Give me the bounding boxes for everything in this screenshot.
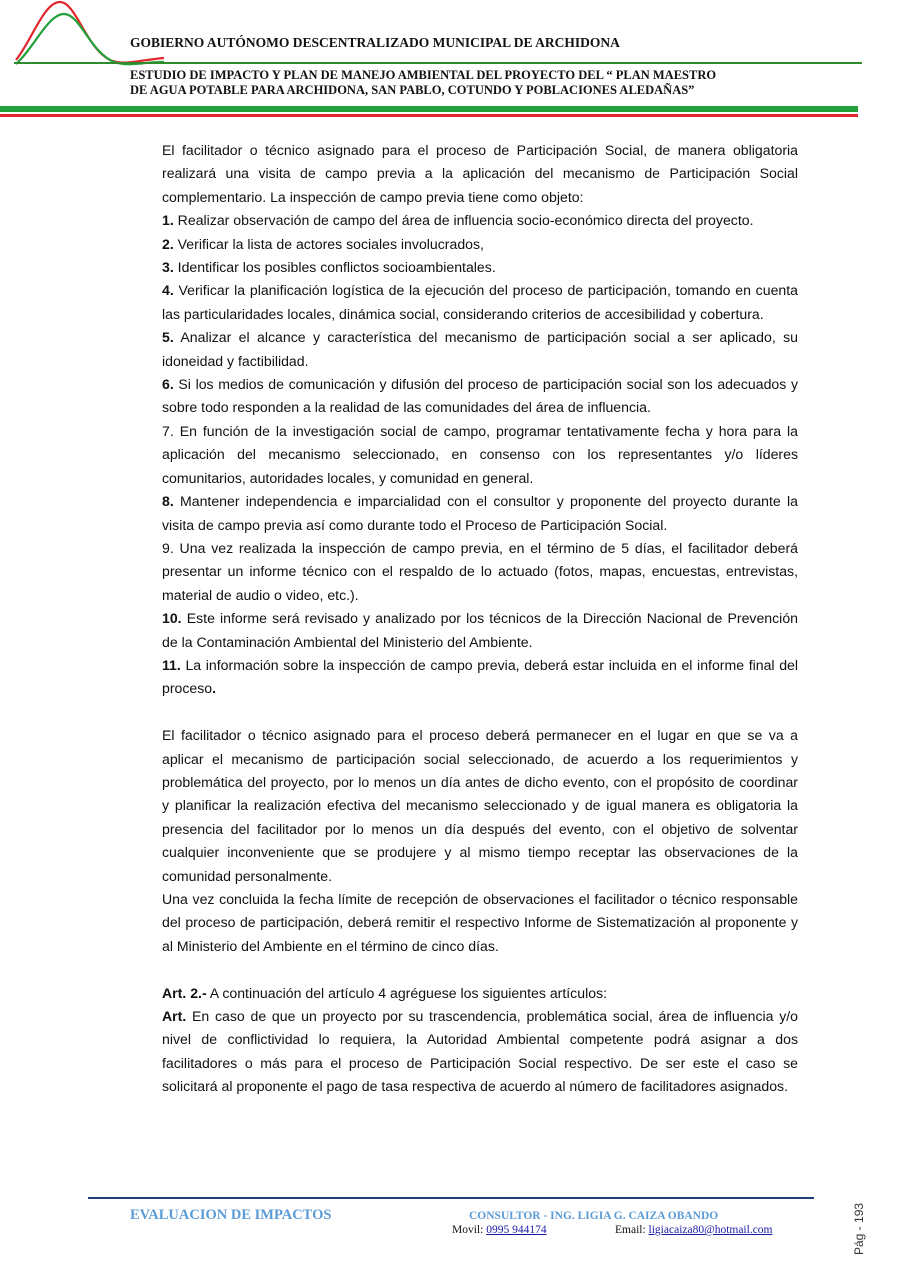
systematization-paragraph: Una vez concluida la fecha límite de recepción de observaciones el facilitador o técnico responsable del proceso de participación, deberá remitir el respectivo Informe de Sistematización al proponente y al Ministerio del Ambiente en el término de cinco días. [162,890,798,954]
item-text: La información sobre la inspección de campo previa, deberá estar incluida en el informe final del proceso [162,656,798,697]
footer-consultant: CONSULTOR - ING. LIGIA G. CAIZA OBANDO [469,1210,719,1222]
item-text: Identificar los posibles conflictos socioambientales. [173,259,496,276]
item-number: 4. [162,282,174,299]
list-item [162,326,798,373]
list-item [162,233,798,256]
item-number: 1. [162,212,174,229]
list-item [162,420,798,490]
article-label: Art. [162,1008,187,1024]
header-divider [14,62,862,64]
item-text: 7. En función de la investigación social de campo, programar tentativamente fecha y hora para la aplicación del mecanismo seleccionado, en consenso con los representantes y/o líderes comunitarios, autoridades locales, y comunidad en general. [162,422,798,486]
email-link[interactable]: ligiacaiza80@hotmail.com [648,1224,773,1236]
list-item [162,256,798,279]
list-item [162,279,798,326]
intro-paragraph: El facilitador o técnico asignado para el proceso de Participación Social, de manera obligatoria realizará una visita de campo previa a la aplicación del mecanismo de Participación Social complementario. La inspección de campo previa tiene como objeto: [162,142,798,205]
article-2-paragraph [162,982,798,1005]
item-text: Analizar el alcance y característica del mecanismo de participación social a ser aplicado, su idoneidad y factibilidad. [162,329,798,369]
movil-label: Movil: [452,1224,487,1236]
item-number: 10. [162,610,182,627]
footer-contact [452,1224,792,1236]
list-item [162,209,798,232]
item-number: 11. [162,656,181,673]
list-item [162,607,798,654]
study-title-line: DE AGUA POTABLE PARA ARCHIDONA, SAN PABLO, COTUNDO Y POBLACIONES ALEDAÑAS” [130,82,695,97]
list-item [162,654,798,701]
logo-red-curve [16,2,164,63]
facilitator-paragraph: El facilitador o técnico asignado para el proceso deberá permanecer en el lugar en que se va a aplicar el mecanismo de participación social seleccionado, de acuerdo a los requerimientos y problemática del proyecto, por lo menos un día antes de dicho evento, con el propósito de coordinar y planificar la realización efectiva del mecanismo seleccionado y de igual manera es obligatoria la presencia del facilitador por lo menos un día después del evento, con el objetivo de solventar cualquier inconveniente que se produjere y al mismo tiempo receptar las observaciones de la comunidad personalmente. [162,727,798,884]
item-text: Verificar la planificación logística de la ejecución del proceso de participación, tomando en cuenta las particularidades locales, dinámica social, considerando criterios de accesibilidad y cobertura. [162,282,798,322]
study-title-line: ESTUDIO DE IMPACTO Y PLAN DE MANEJO AMBIENTAL DEL PROYECTO DEL “ PLAN MAESTRO [130,68,717,82]
item-number: 5. [162,329,174,346]
paragraph-spacer [162,701,798,724]
article-text: En caso de que un proyecto por su trascendencia, problemática social, área de influencia y/o nivel de conflictividad lo requiera, la Autoridad Ambiental competente podrá asignar a dos facilitadores o más para el proceso de Participación Social respectivo. De ser este el caso se solicitará al proponente el pago de tasa respectiva de acuerdo al número de facilitadores asignados. [162,1008,798,1095]
study-title [130,68,820,97]
article-text: A continuación del artículo 4 agréguese los siguientes artículos: [206,984,607,1001]
item-number: 8. [162,493,174,510]
email-block [615,1224,773,1236]
header-band-red [0,114,858,117]
item-text: Mantener independencia e imparcialidad con el consultor y proponente del proyecto durante la visita de campo previa así como durante todo el Proceso de Participación Social. [162,493,798,533]
page-number: Pág - 193 [852,1202,866,1255]
list-item [162,373,798,420]
item-text: 9. Una vez realizada la inspección de campo previa, en el término de 5 días, el facilitador deberá presentar un informe técnico con el respaldo de lo actuado (fotos, mapas, encuestas, entrevistas, material de audio o video, etc.). [162,539,798,603]
item-text: Este informe será revisado y analizado por los técnicos de la Dirección Nacional de Prevención de la Contaminación Ambiental del Ministerio del Ambiente. [162,610,798,650]
list-item [162,490,798,537]
footer-divider [88,1197,814,1199]
item-period: . [212,680,217,697]
item-number: 3. [162,259,174,276]
list-item [162,537,798,607]
item-text: Si los medios de comunicación y difusión del proceso de participación social son los adecuados y sobre todo responden a la realidad de las comunidades del área de influencia. [162,376,798,416]
item-text: Realizar observación de campo del área de influencia socio-económico directa del proyecto. [173,212,754,229]
item-number: 2. [162,235,174,252]
item-text: Verificar la lista de actores sociales involucrados, [173,235,484,252]
document-body [162,139,798,1099]
phone-link[interactable]: 0995 944174 [486,1224,547,1236]
org-title: GOBIERNO AUTÓNOMO DESCENTRALIZADO MUNICIPAL DE ARCHIDONA [130,35,620,50]
article-label: Art. 2.- [162,984,207,1001]
paragraph-spacer [162,958,798,981]
footer-section-title: EVALUACION DE IMPACTOS [130,1207,332,1223]
email-label: Email: [615,1224,649,1236]
header-band-green [0,106,858,112]
item-number: 6. [162,376,174,393]
article-paragraph [162,1005,798,1099]
